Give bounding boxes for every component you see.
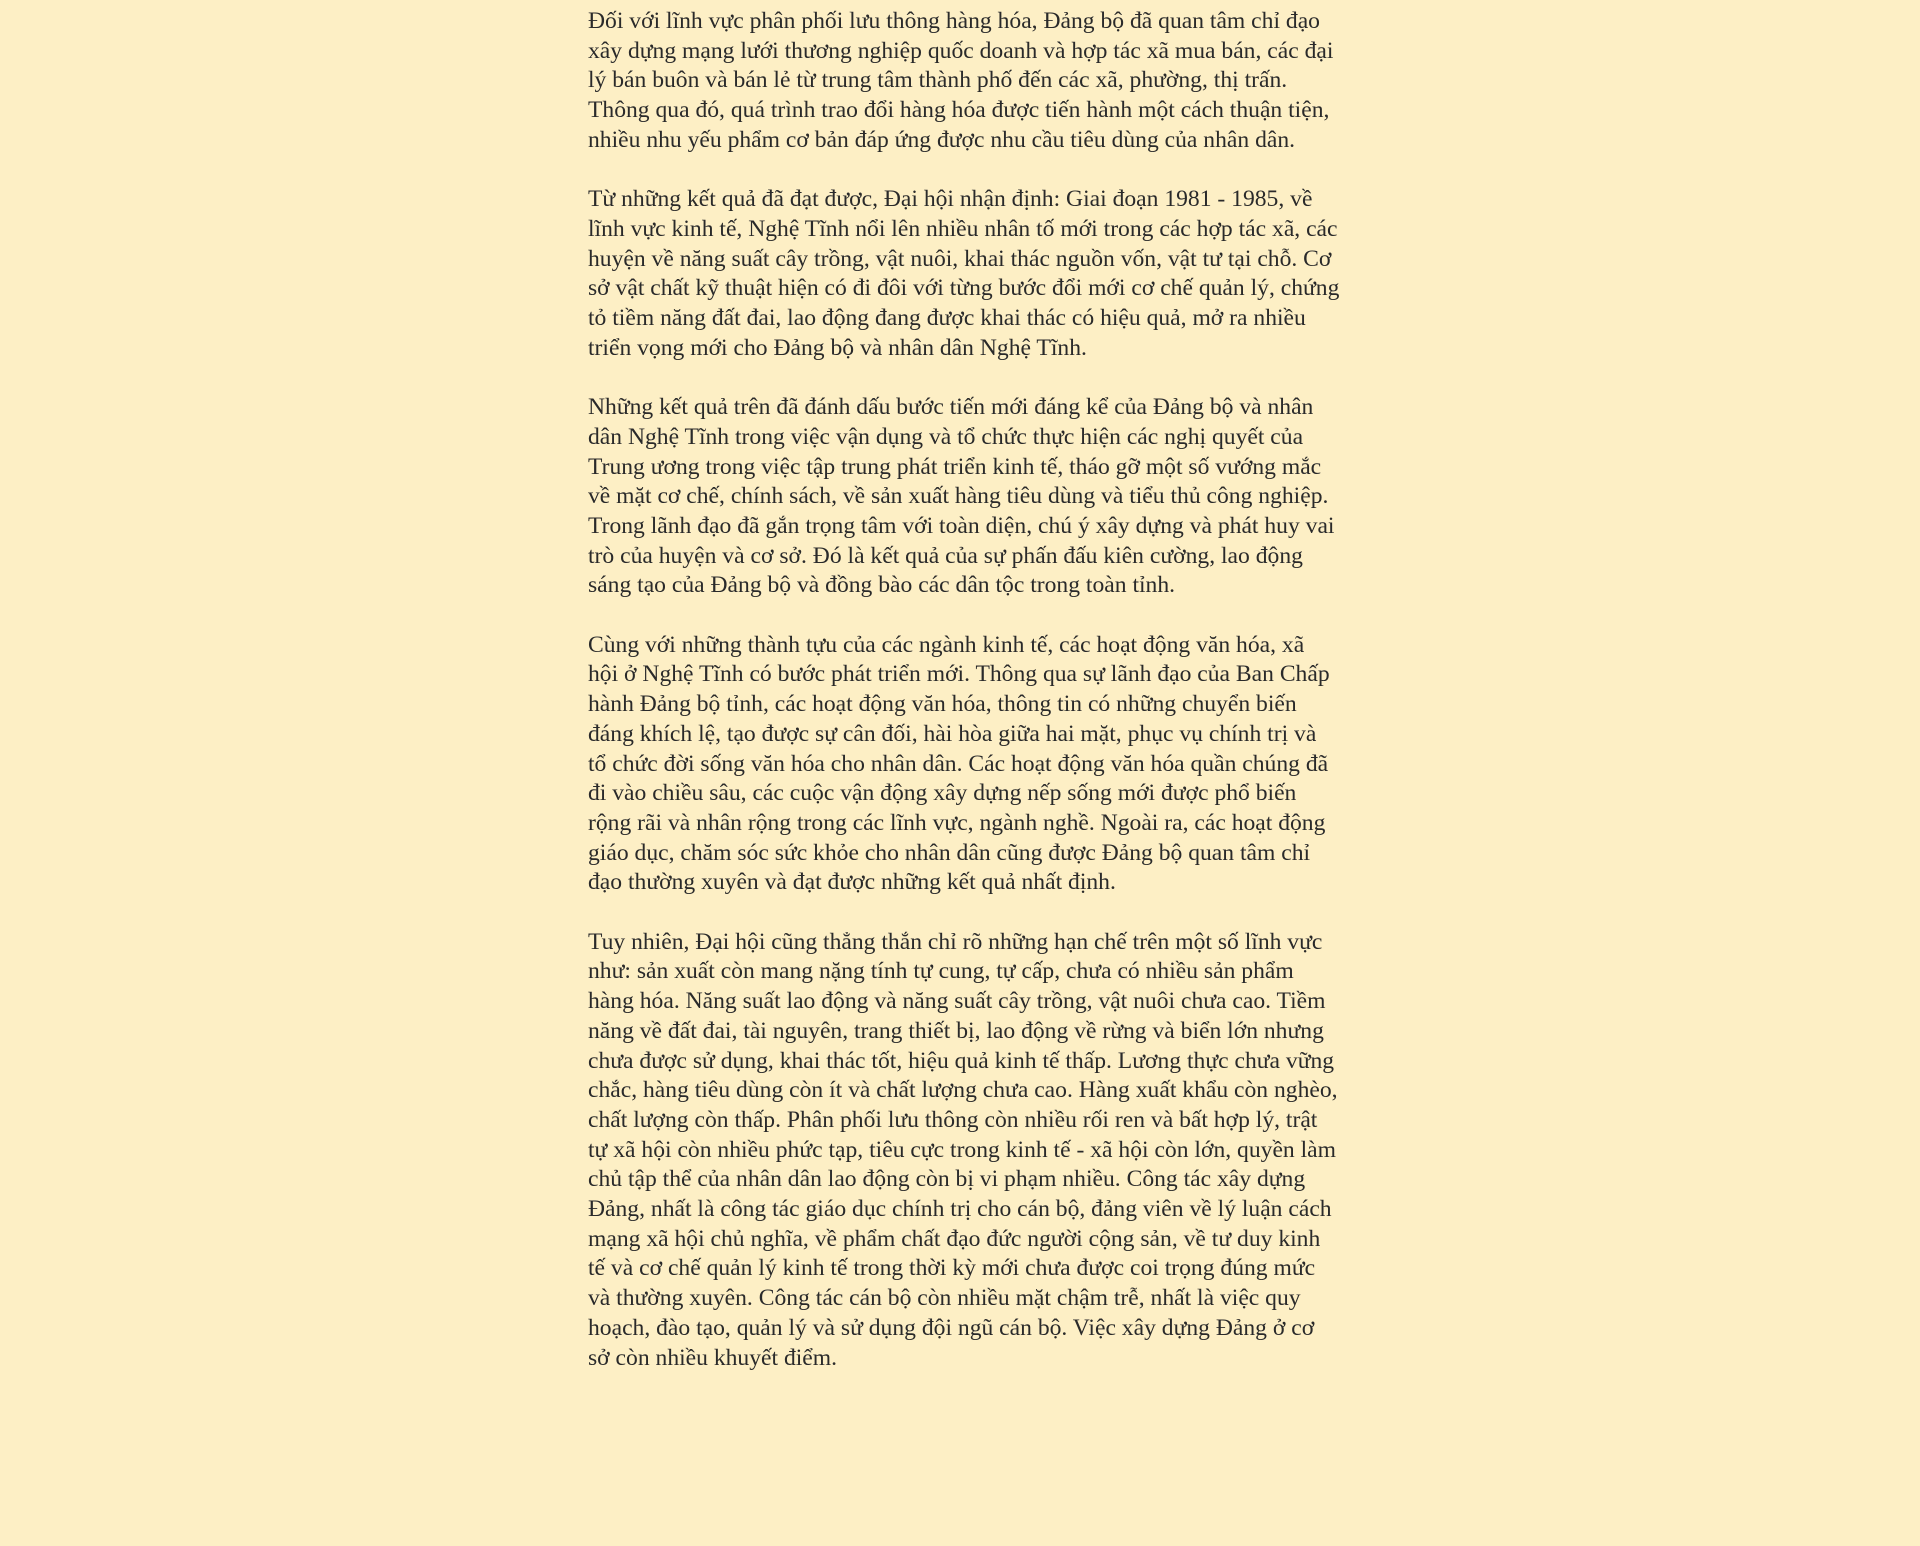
paragraph-culture-society: Cùng với những thành tựu của các ngành kinh tế, các hoạt động văn hóa, xã hội ở Nghệ Tĩnh có bước phát triển mới. Thông qua sự lãnh đạo của Ban Chấp hành Đảng bộ tỉnh, các hoạt động văn hóa, thông tin có những chuyển biến đáng khích lệ, tạo được sự cân đối, hài hòa giữa hai mặt, phục vụ chính trị và tổ chức đời sống văn hóa cho nhân dân. Các hoạt động văn hóa quần chúng đã đi vào chiều sâu, các cuộc vận động xây dựng nếp sống mới được phổ biến rộng rãi và nhân rộng trong các lĩnh vực, ngành nghề. Ngoài ra, các hoạt động giáo dục, chăm sóc sức khỏe cho nhân dân cũng được Đảng bộ quan tâm chỉ đạo thường xuyên và đạt được những kết quả nhất định. (588, 631, 1330, 896)
paragraph-distribution: Đối với lĩnh vực phân phối lưu thông hàng hóa, Đảng bộ đã quan tâm chỉ đạo xây dựng mạng lưới thương nghiệp quốc doanh và hợp tác xã mua bán, các đại lý bán buôn và bán lẻ từ trung tâm thành phố đến các xã, phường, thị trấn. Thông qua đó, quá trình trao đổi hàng hóa được tiến hành một cách thuận tiện, nhiều nhu yếu phẩm cơ bản đáp ứng được nhu cầu tiêu dùng của nhân dân. (588, 8, 1334, 153)
paragraph-results-milestone: Những kết quả trên đã đánh dấu bước tiến mới đáng kể của Đảng bộ và nhân dân Nghệ Tĩnh trong việc vận dụng và tổ chức thực hiện các nghị quyết của Trung ương trong việc tập trung phát triển kinh tế, tháo gỡ một số vướng mắc về mặt cơ chế, chính sách, về sản xuất hàng tiêu dùng và tiểu thủ công nghiệp. Trong lãnh đạo đã gắn trọng tâm với toàn diện, chú ý xây dựng và phát huy vai trò của huyện và cơ sở. Đó là kết quả của sự phấn đấu kiên cường, lao động sáng tạo của Đảng bộ và đồng bào các dân tộc trong toàn tỉnh. (588, 394, 1335, 599)
paragraph-limitations: Tuy nhiên, Đại hội cũng thẳng thắn chỉ rõ những hạn chế trên một số lĩnh vực như: sản xuất còn mang nặng tính tự cung, tự cấp, chưa có nhiều sản phẩm hàng hóa. Năng suất lao động và năng suất cây trồng, vật nuôi chưa cao. Tiềm năng về đất đai, tài nguyên, trang thiết bị, lao động về rừng và biển lớn nhưng chưa được sử dụng, khai thác tốt, hiệu quả kinh tế thấp. Lương thực chưa vững chắc, hàng tiêu dùng còn ít và chất lượng chưa cao. Hàng xuất khẩu còn nghèo, chất lượng còn thấp. Phân phối lưu thông còn nhiều rối ren và bất hợp lý, trật tự xã hội còn nhiều phức tạp, tiêu cực trong kinh tế - xã hội còn lớn, quyền làm chủ tập thể của nhân dân lao động còn bị vi phạm nhiều. Công tác xây dựng Đảng, nhất là công tác giáo dục chính trị cho cán bộ, đảng viên về lý luận cách mạng xã hội chủ nghĩa, về phẩm chất đạo đức người cộng sản, về tư duy kinh tế và cơ chế quản lý kinh tế trong thời kỳ mới chưa được coi trọng đúng mức và thường xuyên. Công tác cán bộ còn nhiều mặt chậm trễ, nhất là việc quy hoạch, đào tạo, quản lý và sử dụng đội ngũ cán bộ. Việc xây dựng Đảng ở cơ sở còn nhiều khuyết điểm. (588, 928, 1338, 1371)
paragraph-congress-assessment: Từ những kết quả đã đạt được, Đại hội nhận định: Giai đoạn 1981 - 1985, về lĩnh vực kinh tế, Nghệ Tĩnh nổi lên nhiều nhân tố mới trong các hợp tác xã, các huyện về năng suất cây trồng, vật nuôi, khai thác nguồn vốn, vật tư tại chỗ. Cơ sở vật chất kỹ thuật hiện có đi đôi với từng bước đổi mới cơ chế quản lý, chứng tỏ tiềm năng đất đai, lao động đang được khai thác có hiệu quả, mở ra nhiều triển vọng mới cho Đảng bộ và nhân dân Nghệ Tĩnh. (588, 186, 1340, 361)
article-text-column (588, 7, 1340, 1373)
